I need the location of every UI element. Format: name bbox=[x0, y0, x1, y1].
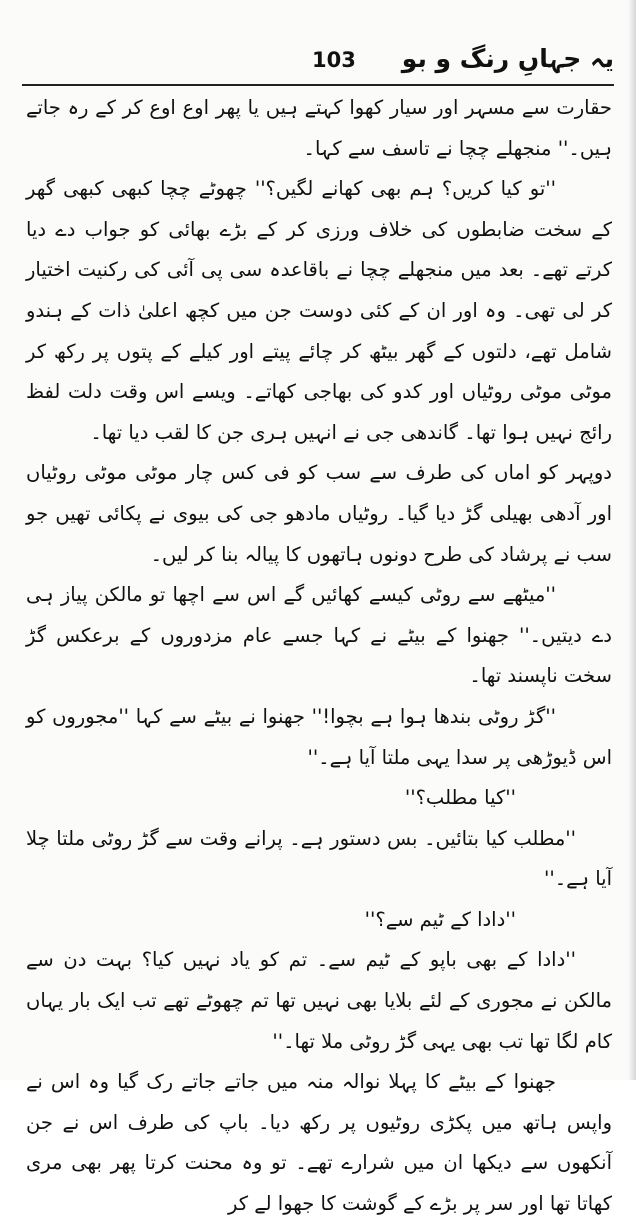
header-rule bbox=[22, 84, 614, 86]
paragraph-2: ''تو کیا کریں؟ ہم بھی کھانے لگیں؟'' چھوٹے چچا کبھی کبھی گھر کے سخت ضابطوں کی خلاف ورزی کر کے بڑے بھائی کو جواب دے دیا کرتے تھے۔ بعد میں منجھلے چچا نے باقاعدہ سی پی آئی کی رکنیت اختیار کر لی تھی۔ وہ اور ان کے کئی دوست جن میں کچھ اعلیٰ ذات کے ہندو شامل تھے، دلتوں کے گھر بیٹھ کر چائے پیتے اور کیلے کے پتوں پر رکھ کر موٹی موٹی روٹیاں اور کدو کی بھاجی کھاتے۔ ویسے اس وقت دلت لفظ رائج نہیں ہوا تھا۔ گاندھی جی نے انہیں ہری جن کا لقب دیا تھا۔ bbox=[26, 177, 612, 444]
paragraph-1: حقارت سے مسہر اور سیار کھوا کہتے ہیں یا پھر اوع اوع کر کے رہ جاتے ہیں۔'' منجھلے چچا نے تاسف سے کہا۔ bbox=[26, 96, 612, 160]
paragraph-8: ''دادا کے ٹیم سے؟'' bbox=[364, 907, 516, 931]
paragraph-10: جھنوا کے بیٹے کا پہلا نوالہ منہ میں جاتے جاتے رک گیا وہ اس نے واپس ہاتھ میں پکڑی روٹیوں پر رکھ دیا۔ باپ کی طرف اس نے جن آنکھوں سے دیکھا ان میں شرارے تھے۔ تو وہ محنت کرتا پھر بھی مری کھاتا تھا اور سر پر بڑے کے گوشت کا جھوا لے کر bbox=[26, 1070, 612, 1216]
paragraph-9: ''دادا کے بھی باپو کے ٹیم سے۔ تم کو یاد نہیں کیا؟ بہت دن سے مالکن نے مجوری کے لئے بلایا بھی نہیں تھا تم چھوٹے تھے تب ایک بار یہاں کام لگا تھا تب بھی یہی گڑ روٹی ملا تھا۔'' bbox=[26, 948, 612, 1053]
page-edge-shadow bbox=[628, 0, 636, 1080]
page-number: 103 bbox=[312, 48, 356, 72]
paragraph-4: ''میٹھے سے روٹی کیسے کھائیں گے اس سے اچھا تو مالکن پیاز ہی دے دیتیں۔'' جھنوا کے بیٹے نے کہا جسے عام مزدوروں کے برعکس گڑ سخت ناپسند تھا۔ bbox=[26, 583, 612, 688]
running-title: یہ جہاںِ رنگ و بو bbox=[401, 44, 614, 73]
paragraph-5: ''گڑ روٹی بندھا ہوا ہے بچوا!'' جھنوا نے بیٹے سے کہا ''مجوروں کو اس ڈیوڑھی پر سدا یہی ملتا آیا ہے۔'' bbox=[26, 704, 612, 769]
paragraph-7: ''مطلب کیا بتائیں۔ بس دستور ہے۔ پرانے وقت سے گڑ روٹی ملتا چلا آیا ہے۔'' bbox=[26, 826, 612, 891]
body-text bbox=[26, 88, 612, 1216]
page-header bbox=[22, 44, 614, 84]
paragraph-3: دوپہر کو اماں کی طرف سے سب کو فی کس چار موٹی موٹی روٹیاں اور آدھی بھیلی گڑ دیا گیا۔ روٹیاں مادھو جی کی بیوی نے پکائی تھیں جو سب نے پرشاد کی طرح دونوں ہاتھوں کا پیالہ بنا کر لیں۔ bbox=[26, 461, 612, 566]
paragraph-6: ''کیا مطلب؟'' bbox=[404, 786, 516, 810]
